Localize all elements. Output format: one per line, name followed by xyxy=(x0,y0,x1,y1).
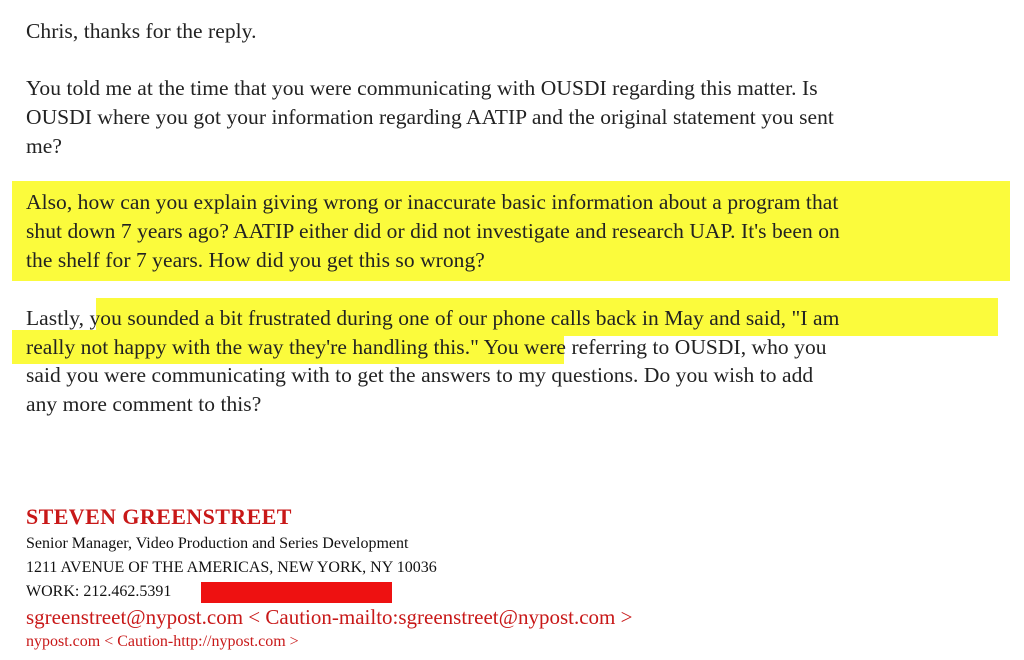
signature-address: 1211 AVENUE OF THE AMERICAS, NEW YORK, NY 10036 xyxy=(26,559,437,576)
paragraph3-line2-rest: You were referring to OUSDI, who you xyxy=(478,335,827,359)
redaction-block xyxy=(201,582,392,603)
paragraph3-line4: any more comment to this? xyxy=(26,392,262,416)
signature-name: STEVEN GREENSTREET xyxy=(26,504,292,529)
paragraph3-line1 xyxy=(26,305,839,331)
paragraph1-line1: You told me at the time that you were communicating with OUSDI regarding this matter. Is xyxy=(26,76,818,100)
paragraph1-line3: me? xyxy=(26,134,62,158)
paragraph3-quote-part1: you sounded a bit frustrated during one of our phone calls back in May and said, "I am xyxy=(89,306,840,330)
signature-title: Senior Manager, Video Production and Series Development xyxy=(26,535,409,552)
paragraph2-line1: Also, how can you explain giving wrong or inaccurate basic information about a program that xyxy=(26,190,839,214)
email-greeting: Chris, thanks for the reply. xyxy=(26,19,257,43)
signature-work-phone: WORK: 212.462.5391 xyxy=(26,583,172,600)
paragraph1-line2: OUSDI where you got your information regarding AATIP and the original statement you sent xyxy=(26,105,834,129)
paragraph2-line3: the shelf for 7 years. How did you get this so wrong? xyxy=(26,248,485,272)
paragraph3-line3: said you were communicating with to get the answers to my questions. Do you wish to add xyxy=(26,363,814,387)
paragraph3-line2 xyxy=(26,334,827,360)
paragraph3-prefix: Lastly, xyxy=(26,306,90,330)
signature-site-link[interactable]: nypost.com < Caution-http://nypost.com > xyxy=(26,633,299,650)
paragraph2-line2: shut down 7 years ago? AATIP either did or did not investigate and research UAP. It's been on xyxy=(26,219,840,243)
paragraph3-quote-part2: really not happy with the way they're handling this." xyxy=(26,335,479,359)
signature-email-link[interactable]: sgreenstreet@nypost.com < Caution-mailto:sgreenstreet@nypost.com > xyxy=(26,605,633,629)
